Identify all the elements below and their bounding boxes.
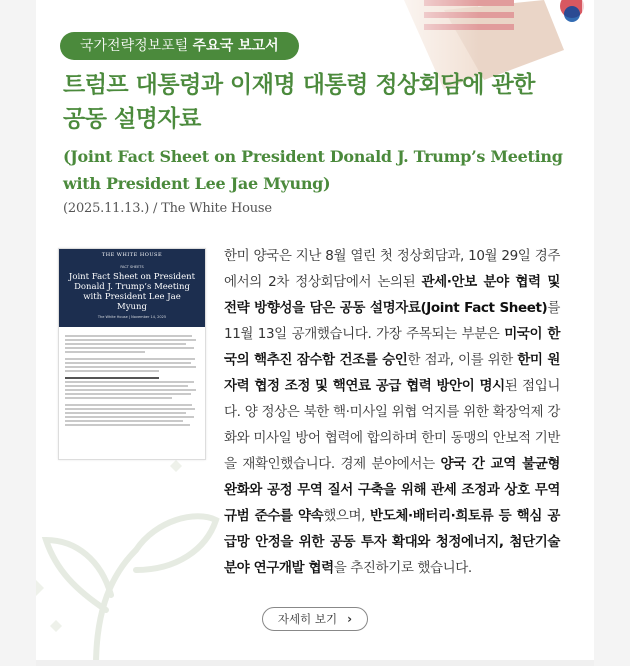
thumbnail-title: Joint Fact Sheet on President Donald J. Trump’s Meeting with President Lee Jae Myung <box>68 272 196 312</box>
thumbnail-org: THE WHITE HOUSE <box>101 252 163 258</box>
category-badge <box>60 32 299 60</box>
report-title: 트럼프 대통령과 이재명 대통령 정상회담에 관한 공동 설명자료 <box>63 72 535 132</box>
document-thumbnail <box>58 248 206 460</box>
report-summary: 한미 양국은 지난 8월 열린 첫 정상회담과, 10월 29일 경주에서의 2차 정상회담에서 논의된 관세·안보 분야 협력 및 전략 방향성을 담은 공동 설명자료(Joint Fact Sheet)를 11월 13일 공개했습니다. 가장 주목되는 부분은 미국이 한국의 핵추진 잠수함 건조를 승인한 점과, 이를 위한 한미 원자력 협정 조정 및 핵연료 공급 협력 방안이 명시된 점입니다. 양 정상은 북한 핵·미사일 위협 억지를 위한 확장억제 강화와 미사일 방어 협력에 합의하며 한미 동맹의 안보적 기반을 재확인했습니다. 경제 분야에서는 양국 간 교역 불균형 완화와 공정 무역 질서 구축을 위해 관세 조정과 상호 무역 규범 준수를 약속했으며, 반도체·배터리·희토류 등 핵심 공급망 안정을 위한 공동 투자 확대와 청정에너지, 첨단기술 분야 연구개발 협력을 추진하기로 했습니다. <box>224 248 560 576</box>
report-subtitle: (Joint Fact Sheet on President Donald J. Trump’s Meeting with President Lee Jae Myung) <box>63 147 563 193</box>
badge-prefix: 국가전략정보포털 <box>80 38 193 54</box>
view-more-label: 자세히 보기 <box>277 612 338 626</box>
view-more-button[interactable] <box>262 607 368 631</box>
thumbnail-header <box>59 249 205 327</box>
thumbnail-kind: FACT SHEETS <box>120 265 144 269</box>
report-meta: (2025.11.13.) / The White House <box>63 201 272 216</box>
card-footer-strip <box>36 660 594 666</box>
thumbnail-body-lines <box>59 327 205 434</box>
report-card <box>36 0 594 666</box>
thumbnail-date: The White House | November 14, 2025 <box>97 315 167 319</box>
badge-bold: 주요국 보고서 <box>192 38 279 54</box>
chevron-right-icon: › <box>347 612 353 626</box>
